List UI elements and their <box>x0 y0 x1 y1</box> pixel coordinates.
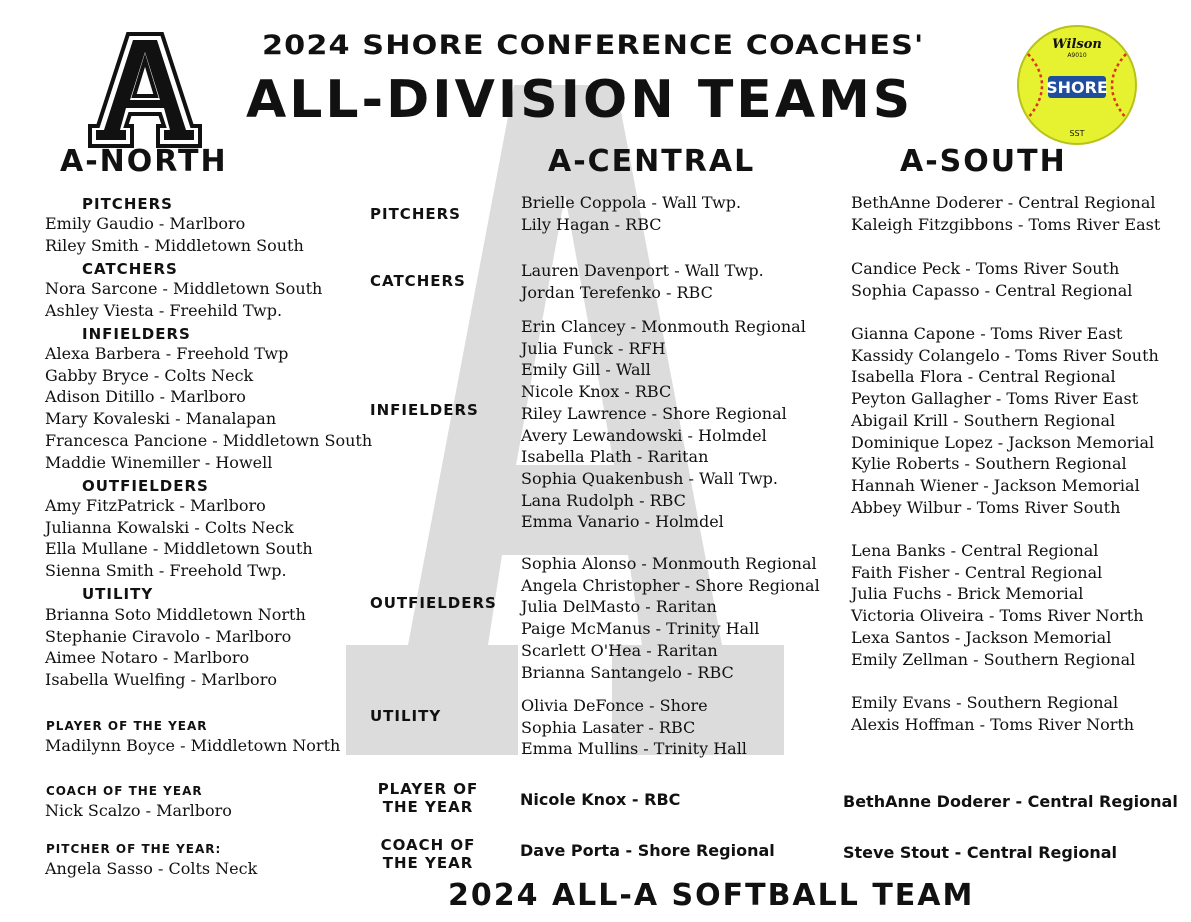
list-item: Adison Ditillo - Marlboro <box>45 387 246 407</box>
list-item: BethAnne Doderer - Central Regional <box>851 193 1156 212</box>
list-item: Brianna Soto Middletown North <box>45 605 306 624</box>
central-outfielders-list <box>521 553 820 683</box>
page-title-line2: ALL-DIVISION TEAMS <box>246 70 914 130</box>
list-item: Jordan Terefenko - RBC <box>521 282 713 302</box>
list-item: Mary Kovaleski - Manalapan <box>45 409 277 429</box>
list-item: Lexa Santos - Jackson Memorial <box>851 627 1112 647</box>
list-item: Dominique Lopez - Jackson Memorial <box>851 432 1155 452</box>
list-item: Erin Clancey - Monmouth Regional <box>521 317 806 336</box>
list-item: Lily Hagan - RBC <box>521 214 662 234</box>
south-infielders-list <box>851 323 1159 518</box>
column-title-central: A-CENTRAL <box>548 144 756 179</box>
north-infielders-list <box>45 343 372 473</box>
central-poy-label-line1: PLAYER OF <box>377 780 479 798</box>
list-item: Brianna Santangelo - RBC <box>521 662 734 682</box>
list-item: Sophia Alonso - Monmouth Regional <box>521 554 817 573</box>
north-coy-label: COACH OF THE YEAR <box>46 784 203 798</box>
list-item: Hannah Wiener - Jackson Memorial <box>851 475 1140 495</box>
central-coy-label-line1: COACH OF <box>380 836 476 854</box>
central-outfielders-label: OUTFIELDERS <box>370 594 497 612</box>
list-item: Faith Fisher - Central Regional <box>851 562 1103 582</box>
list-item: Emma Mullins - Trinity Hall <box>521 739 747 759</box>
page-title-line1: 2024 SHORE CONFERENCE COACHES' <box>262 30 925 61</box>
list-item: Gianna Capone - Toms River East <box>851 324 1123 343</box>
north-utility-label: UTILITY <box>82 585 154 603</box>
softball-model: A9010 <box>1067 52 1087 59</box>
list-item: Julianna Kowalski - Colts Neck <box>45 517 294 537</box>
list-item: Sophia Quakenbush - Wall Twp. <box>521 468 778 488</box>
list-item: Kassidy Colangelo - Toms River South <box>851 345 1159 365</box>
south-poy: BethAnne Doderer - Central Regional <box>843 792 1178 811</box>
list-item: Ashley Viesta - Freehild Twp. <box>45 300 283 320</box>
list-item: Brielle Coppola - Wall Twp. <box>521 193 742 212</box>
central-poy-label-line2: THE YEAR <box>382 798 474 816</box>
softball-bottom-text: SST <box>1069 129 1085 138</box>
list-item: Ella Mullane - Middletown South <box>45 539 313 559</box>
a-logo <box>88 30 202 150</box>
list-item: Emily Gaudio - Marlboro <box>45 214 246 233</box>
south-outfielders-list <box>851 540 1144 670</box>
north-outfielders-label: OUTFIELDERS <box>82 477 209 495</box>
column-title-north: A-NORTH <box>60 144 228 179</box>
column-title-south: A-SOUTH <box>900 144 1067 179</box>
list-item: Candice Peck - Toms River South <box>851 259 1120 278</box>
list-item: Victoria Oliveira - Toms River North <box>851 606 1144 626</box>
north-catchers-label: CATCHERS <box>82 260 178 278</box>
north-utility-list <box>45 604 306 691</box>
list-item: Sophia Capasso - Central Regional <box>851 280 1133 300</box>
south-coy: Steve Stout - Central Regional <box>843 843 1118 862</box>
list-item: Olivia DeFonce - Shore <box>521 696 708 715</box>
list-item: Abbey Wilbur - Toms River South <box>851 497 1121 517</box>
list-item: Alexis Hoffman - Toms River North <box>851 714 1135 734</box>
central-catchers-label: CATCHERS <box>370 272 466 290</box>
south-pitchers-list <box>851 192 1160 235</box>
list-item: Angela Christopher - Shore Regional <box>521 575 820 595</box>
central-coy-label-line2: THE YEAR <box>382 854 474 872</box>
central-pitchers-label: PITCHERS <box>370 205 461 223</box>
central-infielders-list <box>521 316 806 533</box>
north-infielders-label: INFIELDERS <box>82 325 191 343</box>
list-item: Emma Vanario - Holmdel <box>521 512 724 532</box>
central-poy: Nicole Knox - RBC <box>520 790 681 809</box>
list-item: Isabella Wuelfing - Marlboro <box>45 670 277 690</box>
north-coy: Nick Scalzo - Marlboro <box>45 801 232 820</box>
list-item: Kylie Roberts - Southern Regional <box>851 454 1127 474</box>
list-item: Avery Lewandowski - Holmdel <box>521 425 767 445</box>
north-poy-label: PLAYER OF THE YEAR <box>46 719 208 733</box>
list-item: Sienna Smith - Freehold Twp. <box>45 561 287 581</box>
list-item: Lena Banks - Central Regional <box>851 541 1099 560</box>
list-item: Riley Lawrence - Shore Regional <box>521 403 787 423</box>
list-item: Paige McManus - Trinity Hall <box>521 619 760 639</box>
list-item: Nicole Knox - RBC <box>521 382 672 402</box>
list-item: Amy FitzPatrick - Marlboro <box>45 496 266 515</box>
list-item: Julia Funck - RFH <box>521 338 666 358</box>
central-poy-label <box>368 780 488 816</box>
list-item: Sophia Lasater - RBC <box>521 717 696 737</box>
list-item: Abigail Krill - Southern Regional <box>851 410 1116 430</box>
list-item: Stephanie Ciravolo - Marlboro <box>45 626 292 646</box>
north-outfielders-list <box>45 495 313 582</box>
list-item: Riley Smith - Middletown South <box>45 235 304 255</box>
south-catchers-list <box>851 258 1132 301</box>
list-item: Francesca Pancione - Middletown South <box>45 430 373 450</box>
list-item: Lana Rudolph - RBC <box>521 490 686 510</box>
north-pitchers-label: PITCHERS <box>82 195 173 213</box>
north-catchers-list <box>45 278 322 321</box>
list-item: Alexa Barbera - Freehold Twp <box>45 344 289 363</box>
north-pitcher-of-year-label: PITCHER OF THE YEAR: <box>46 842 222 856</box>
list-item: Julia DelMasto - Raritan <box>521 597 717 617</box>
list-item: Kaleigh Fitzgibbons - Toms River East <box>851 214 1161 234</box>
list-item: Gabby Bryce - Colts Neck <box>45 365 254 385</box>
central-coy: Dave Porta - Shore Regional <box>520 841 775 860</box>
softball-logo-text: SHORE <box>1046 78 1108 97</box>
central-utility-label: UTILITY <box>370 707 442 725</box>
north-pitchers-list <box>45 213 304 256</box>
footer-title: 2024 ALL-A SOFTBALL TEAM <box>448 878 975 913</box>
list-item: Nora Sarcone - Middletown South <box>45 279 323 298</box>
list-item: Emily Gill - Wall <box>521 360 651 380</box>
central-infielders-label: INFIELDERS <box>370 401 479 419</box>
central-utility-list <box>521 695 747 760</box>
list-item: Scarlett O'Hea - Raritan <box>521 640 718 660</box>
north-poy: Madilynn Boyce - Middletown North <box>45 736 341 755</box>
list-item: Aimee Notaro - Marlboro <box>45 648 250 668</box>
list-item: Isabella Plath - Raritan <box>521 447 709 467</box>
list-item: Maddie Winemiller - Howell <box>45 452 273 472</box>
central-coy-label <box>368 836 488 872</box>
central-pitchers-list <box>521 192 741 235</box>
softball-brand: Wilson <box>1052 37 1102 52</box>
list-item: Lauren Davenport - Wall Twp. <box>521 261 764 280</box>
list-item: Peyton Gallagher - Toms River East <box>851 389 1139 409</box>
list-item: Isabella Flora - Central Regional <box>851 367 1116 387</box>
central-catchers-list <box>521 260 764 303</box>
softball-icon <box>1016 24 1138 146</box>
list-item: Emily Evans - Southern Regional <box>851 693 1119 712</box>
south-utility-list <box>851 692 1134 735</box>
north-pitcher-of-year: Angela Sasso - Colts Neck <box>45 859 258 878</box>
list-item: Emily Zellman - Southern Regional <box>851 649 1136 669</box>
list-item: Julia Fuchs - Brick Memorial <box>851 584 1084 604</box>
